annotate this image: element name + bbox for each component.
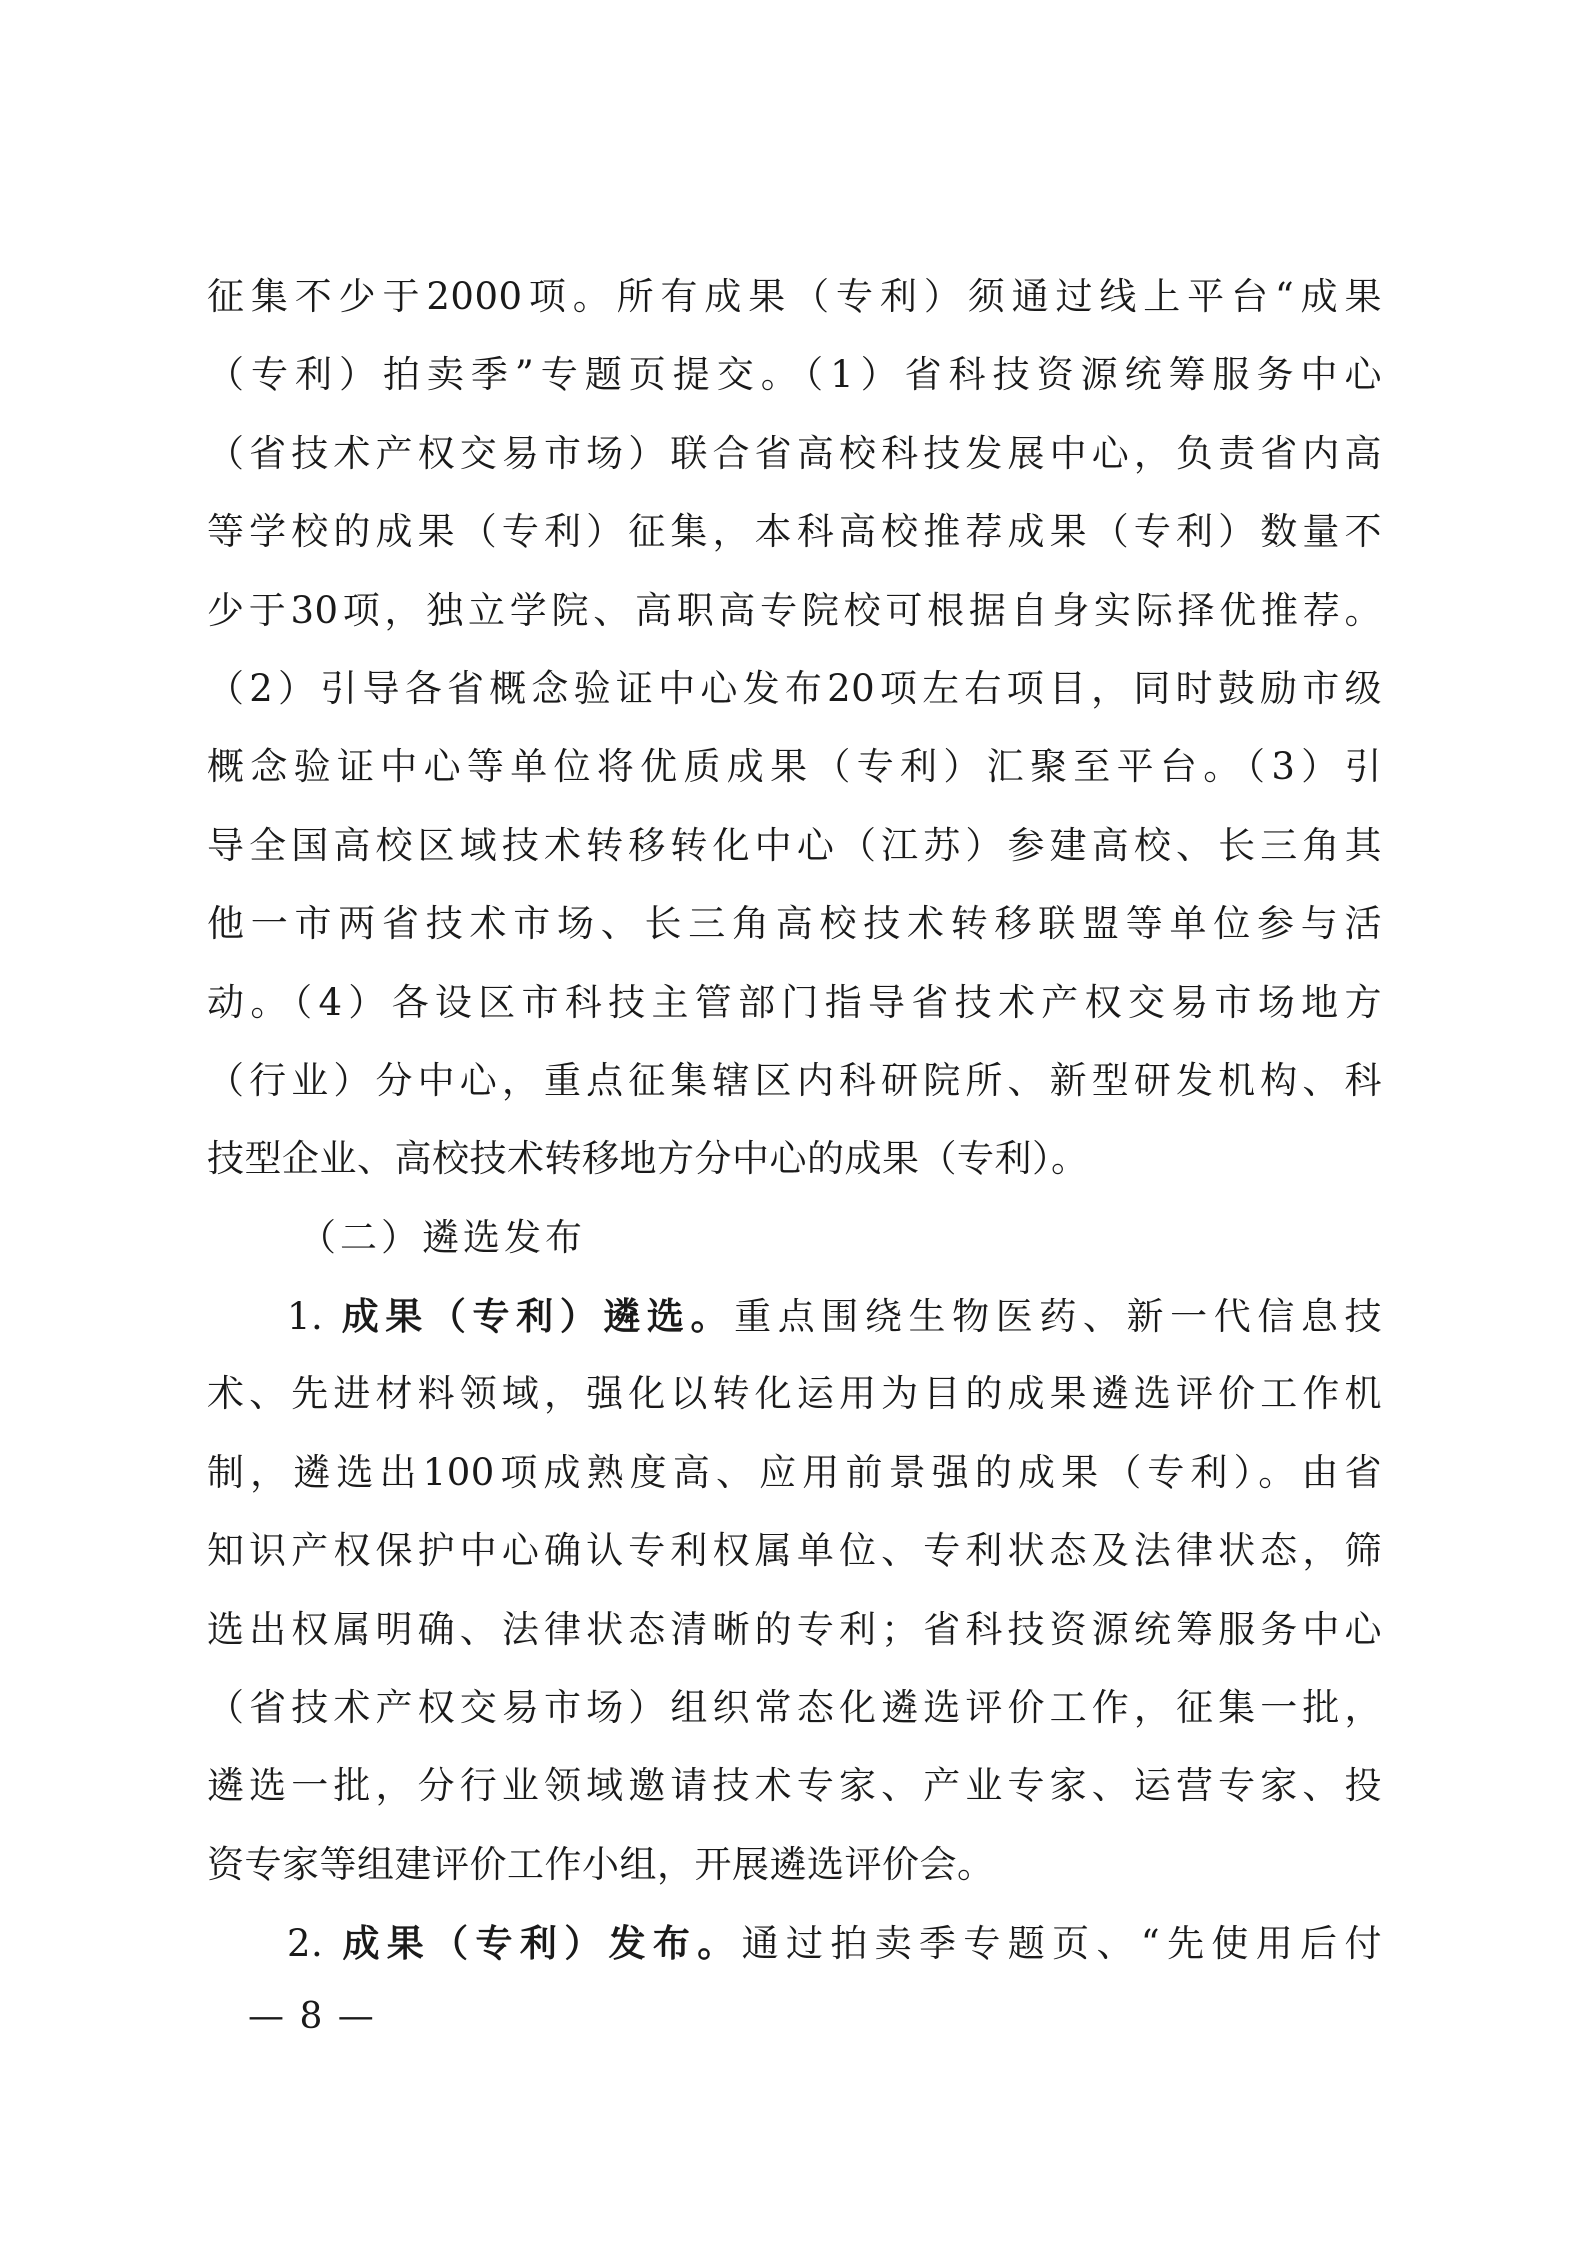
body-line: 遴选一批，分行业领域邀请技术专家、产业专家、运营专家、投 [207,1764,1382,1808]
body-line: 等学校的成果（专利）征集，本科高校推荐成果（专利）数量不 [207,510,1382,554]
body-line: 知识产权保护中心确认专利权属单位、专利状态及法律状态，筛 [207,1529,1382,1573]
paragraph-collection [207,258,1382,1199]
body-line: 资专家等组建评价工作小组，开展遴选评价会。 [207,1842,995,1886]
item-number: 2. [287,1922,324,1966]
section-heading: （二）遴选发布 [299,1215,586,1259]
item-title: 成果（专利）遴选。 [341,1294,735,1339]
body-line: 制，遴选出100项成熟度高、应用前景强的成果（专利）。由省 [207,1450,1382,1494]
body-line: 技型企业、高校技术转移地方分中心的成果（专利）。 [207,1137,1089,1181]
body-line: （专利）拍卖季”专题页提交。（1）省科技资源统筹服务中心 [207,353,1382,397]
item-title: 成果（专利）发布。 [342,1921,742,1966]
body-line: （省技术产权交易市场）联合省高校科技发展中心，负责省内高 [207,431,1382,475]
body-line: 选出权属明确、法律状态清晰的专利；省科技资源统筹服务中心 [207,1607,1382,1651]
body-line: 征集不少于2000项。所有成果（专利）须通过线上平台“成果 [207,275,1382,318]
body-line: 导全国高校区域技术转移转化中心（江苏）参建高校、长三角其 [207,823,1382,867]
item-number: 1. [287,1295,324,1339]
paragraph-selection [207,1277,1382,1904]
body-line: 动。（4）各设区市科技主管部门指导省技术产权交易市场地方 [207,980,1382,1024]
item-text: 通过拍卖季专题页、“先使用后付 [741,1922,1382,1966]
body-line: （行业）分中心，重点征集辖区内科研院所、新型研发机构、科 [207,1058,1382,1102]
item-first-line [207,1277,1382,1355]
body-line: 术、先进材料领域，强化以转化运用为目的成果遴选评价工作机 [207,1372,1382,1416]
body-line: 少于30项，独立学院、高职高专院校可根据自身实际择优推荐。 [207,588,1382,632]
body-line: 概念验证中心等单位将优质成果（专利）汇聚至平台。（3）引 [207,745,1382,789]
body-line: （省技术产权交易市场）组织常态化遴选评价工作，征集一批， [207,1686,1382,1730]
item-text: 重点围绕生物医药、新一代信息技 [734,1295,1383,1339]
body-line: 他一市两省技术市场、长三角高校技术转移联盟等单位参与活 [207,902,1382,946]
item-first-line [207,1904,1382,1982]
paragraph-release [207,1904,1382,1982]
page-number: — 8 — [248,1996,376,2037]
document-body [207,258,1382,1983]
body-line: （2）引导各省概念验证中心发布20项左右项目，同时鼓励市级 [207,666,1382,710]
